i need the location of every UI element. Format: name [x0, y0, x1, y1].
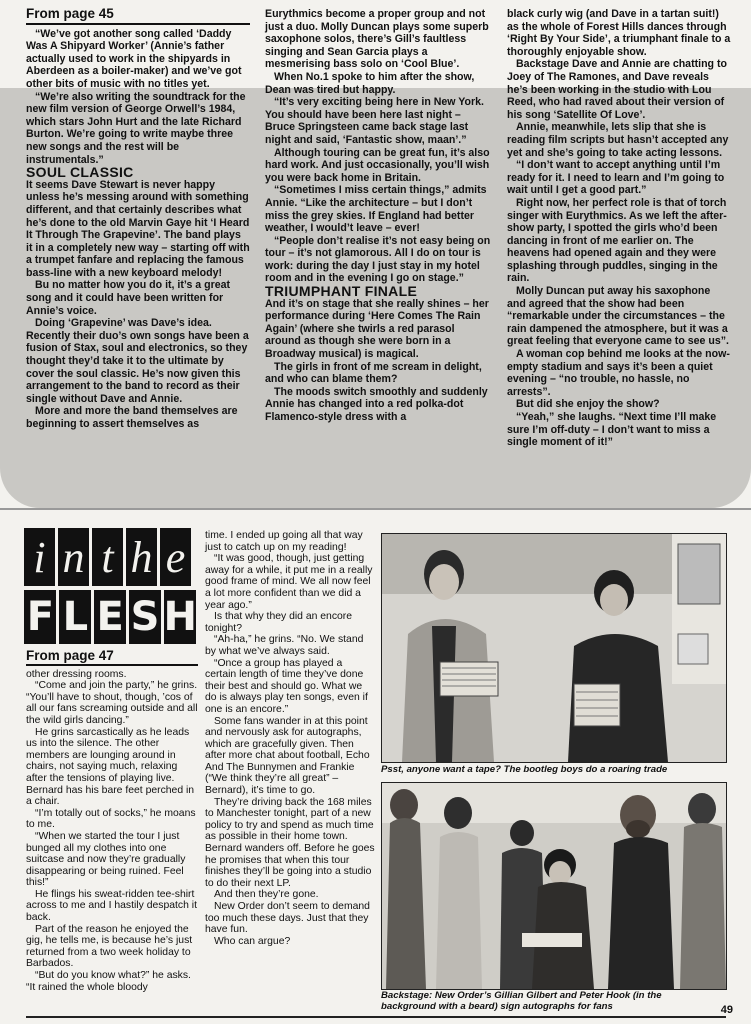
logo-letter: F: [24, 590, 56, 644]
paragraph: “We’re also writing the soundtrack for the new film version of George Orwell’s 1984, which stars John Hurt and the late Richard Burton. We’re going to write maybe three new songs and the rest will be instrumentals.”: [26, 90, 246, 166]
logo-letter: t: [92, 528, 123, 586]
paragraph: “It was good, though, just getting away for a while, it put me in a really good frame of mind. We all now feel a lot more confident than we did a year ago.”: [205, 553, 373, 611]
bootleg-tape-photo-image: [382, 534, 726, 762]
paragraph: They’re driving back the 168 miles to Manchester tonight, part of a new policy to try and spend as much time as possible in their home town. Bernard wanders off. Before he goes he promises that when this tour finishes they’ll be going into a studio to do their next LP.: [205, 796, 375, 889]
paragraph: “Yeah,” she laughs. “Next time I’ll make sure I’m off-duty – I don’t want to miss a single moment of it!”: [507, 411, 717, 449]
paragraph: “It’s very exciting being here in New York. You should have been here last night – Bruce Springsteen came back stage last night and said, ‘Fantastic show, maan’.”: [265, 96, 484, 146]
paragraph: He grins sarcastically as he leads us into the silence. The other members are lounging around in chairs, not saying much, relaxing after the tensions of playing live. Bernard has his bare feet perched in a chair.: [26, 726, 195, 808]
photo-caption-tapes: Psst, anyone want a tape? The bootleg boys do a roaring trade: [381, 764, 668, 775]
paragraph: Backstage Dave and Annie are chatting to Joey of The Ramones, and Dave reveals he’s been working in the studio with Lou Reed, who had raved about their version of his song ‘Satellite Of Love’.: [507, 58, 727, 121]
from-page-45-head: From page 45: [26, 8, 250, 25]
bottom-rule: [26, 1016, 726, 1018]
backstage-autograph-photo: [381, 782, 727, 990]
bottom-column-2: [205, 530, 375, 947]
bottom-column-1: [26, 650, 198, 993]
logo-letter: S: [129, 590, 161, 644]
paragraph: The moods switch smoothly and suddenly Annie has changed into a red polka-dot Flamenco-style dress with a: [265, 385, 488, 423]
paragraph: Is that why they did an encore tonight?: [205, 611, 353, 634]
top-column-3: [507, 8, 731, 449]
logo-letter: n: [58, 528, 89, 586]
paragraph: time. I ended up going all that way just to catch up on my reading!: [205, 530, 363, 553]
paragraph: And it’s on stage that she really shines – her performance during ‘Here Comes The Rain Again’ (where she twirls a red parasol around as though she were born in a Broadway musical) is magical.: [265, 297, 489, 361]
paragraph: “Ah-ha,” he grins. “No. We stand by what we’ve always said.: [205, 634, 364, 657]
photo-caption-backstage: Backstage: New Order’s Gillian Gilbert and Peter Hook (in the background with a beard) sign autographs for fans: [381, 990, 662, 1012]
logo-letter: E: [94, 590, 126, 644]
paragraph: He flings his sweat-ridden tee-shirt across to me and I hastily despatch it back.: [26, 888, 197, 924]
backstage-autograph-photo-image: [382, 783, 726, 989]
paragraph: A woman cop behind me looks at the now-empty stadium and says it’s been a quiet evening – “no trouble, no hassle, no arrests”.: [507, 348, 730, 398]
paragraph: “I don’t want to accept anything until I’m ready for it. I need to learn and I’m going to wait until I get a good part.”: [507, 159, 725, 197]
paragraph: But did she enjoy the show?: [516, 398, 660, 411]
section-divider: [0, 508, 751, 510]
triumphant-finale-heading: TRIUMPHANT FINALE: [265, 283, 418, 300]
logo-letter: L: [59, 590, 91, 644]
paragraph: Part of the reason he enjoyed the gig, he tells me, is because he’s just returned from a two week holiday to Barbados.: [26, 923, 193, 970]
paragraph: “People don’t realise it’s not easy being on tour – it’s not glamorous. All I do on tour is work: during the day I just stay in my hotel room and in the evening I go on stage.”: [265, 234, 491, 285]
logo-letter: e: [160, 528, 191, 586]
logo-letter: h: [126, 528, 157, 586]
paragraph: It seems Dave Stewart is never happy unless he’s messing around with something different, and that certainly describes what he’s done to the old Marvin Gaye hit ‘I Heard It Through The Grapevine’. The band plays it in a completely new way – starting off with a trumpet fanfare and replacing the famous bass-line with a new keyboard melody!: [26, 178, 250, 279]
paragraph: And then they’re gone.: [214, 889, 319, 901]
paragraph: Bu no matter how you do it, it’s a great song and it could have been written for Annie’s voice.: [26, 279, 231, 317]
paragraph: Some fans wander in at this point and nervously ask for autographs, which are gracefully given. Then after more chat about football, Echo And The Bunnymen and Frankie (“We think they’re all great” – Bernard), it’s time to go.: [205, 715, 370, 797]
in-the-flesh-logo: [24, 528, 196, 648]
top-article: [0, 0, 751, 505]
bootleg-tape-photo: [381, 533, 727, 763]
logo-letter: H: [164, 590, 196, 644]
top-column-1: [26, 8, 250, 431]
paragraph: other dressing rooms.: [26, 668, 127, 680]
paragraph: “Sometimes I miss certain things,” admits Annie. “Like the architecture – but I don’t miss the grey skies. If England had better weather, I would’t leave – ever!: [265, 184, 487, 235]
paragraph: Molly Duncan put away his saxophone and agreed that the show had been “remarkable under the circumstances – the rain dampened the atmosphere, but it was a great feeling that everyone came to see us”.: [507, 285, 729, 348]
paragraph: When No.1 spoke to him after the show, Dean was tired but happy.: [265, 70, 475, 96]
logo-letter: i: [24, 528, 55, 586]
soul-classic-heading: SOUL CLASSIC: [26, 164, 134, 181]
paragraph: The girls in front of me scream in delight, and who can blame them?: [265, 360, 482, 386]
paragraph: “When we started the tour I just bunged all my clothes into one suitcase and now they’re gradually disappearing or being ruined. Feel this!”: [26, 830, 186, 889]
paragraph: “But do you know what?” he asks. “It rained the whole bloody: [26, 970, 191, 993]
logo-row-lowercase: [24, 528, 196, 586]
paragraph: Eurythmics become a proper group and not just a duo. Molly Duncan plays some superb saxophone solos, there’s Gill’s faultless singing and Sean Garcia plays a mesmerising bass solo on ‘Cool Blue’.: [265, 8, 489, 71]
paragraph: Although touring can be great fun, it’s also hard work. And just occasionally, you’ll wish you were back home in Britain.: [265, 146, 490, 184]
paragraph: More and more the band themselves are beginning to assert themselves as: [26, 405, 238, 430]
logo-row-uppercase: [24, 590, 196, 644]
paragraph: Right now, her perfect role is that of torch singer with Eurythmics. As we left the after-show party, I spotted the girls who’d been dancing in front of me earlier on. The heavens had opened again and they were splashing through puddles, singing in the rain.: [507, 196, 727, 285]
paragraph: black curly wig (and Dave in a tartan suit!) as the whole of Forest Hills dances through ‘Right By Your Side’, a triumphant finale to a thoroughly enjoyable show.: [507, 8, 731, 58]
from-page-47-head: From page 47: [26, 650, 198, 666]
top-column-2: [265, 8, 492, 424]
paragraph: Who can argue?: [214, 935, 291, 947]
paragraph: Annie, meanwhile, lets slip that she is reading film scripts but hasn’t accepted any yet and she’s going to take acting lessons.: [507, 121, 729, 159]
paragraph: “Once a group has played a certain length of time they’ve done their best and should go. What we do is always play ten songs, even if one is an encore.”: [205, 657, 368, 715]
page-number: 49: [720, 1004, 733, 1016]
paragraph: New Order don’t seem to demand too much these days. Just that they have fun.: [205, 901, 370, 936]
paragraph: “Come and join the party,” he grins. “You’ll have to shout, though, ’cos of all our fans screaming outside and all the wild girls dancing.”: [26, 680, 198, 726]
paragraph: “We’ve got another song called ‘Daddy Was A Shipyard Worker’ (Annie’s father actually used to work in the shipyards in Aberdeen as a boiler-maker) and we’ve got other bits of music with no titles yet.: [26, 27, 242, 90]
paragraph: Doing ‘Grapevine’ was Dave’s idea. Recently their duo’s own songs have been a fusion of Stax, soul and electronics, so they thought they’d take it to the ultimate by cover the soul classic. He’s now given this arrangement to the band to record as their single without Dave and Annie.: [26, 317, 249, 405]
paragraph: “I’m totally out of socks,” he moans to me.: [26, 807, 196, 831]
